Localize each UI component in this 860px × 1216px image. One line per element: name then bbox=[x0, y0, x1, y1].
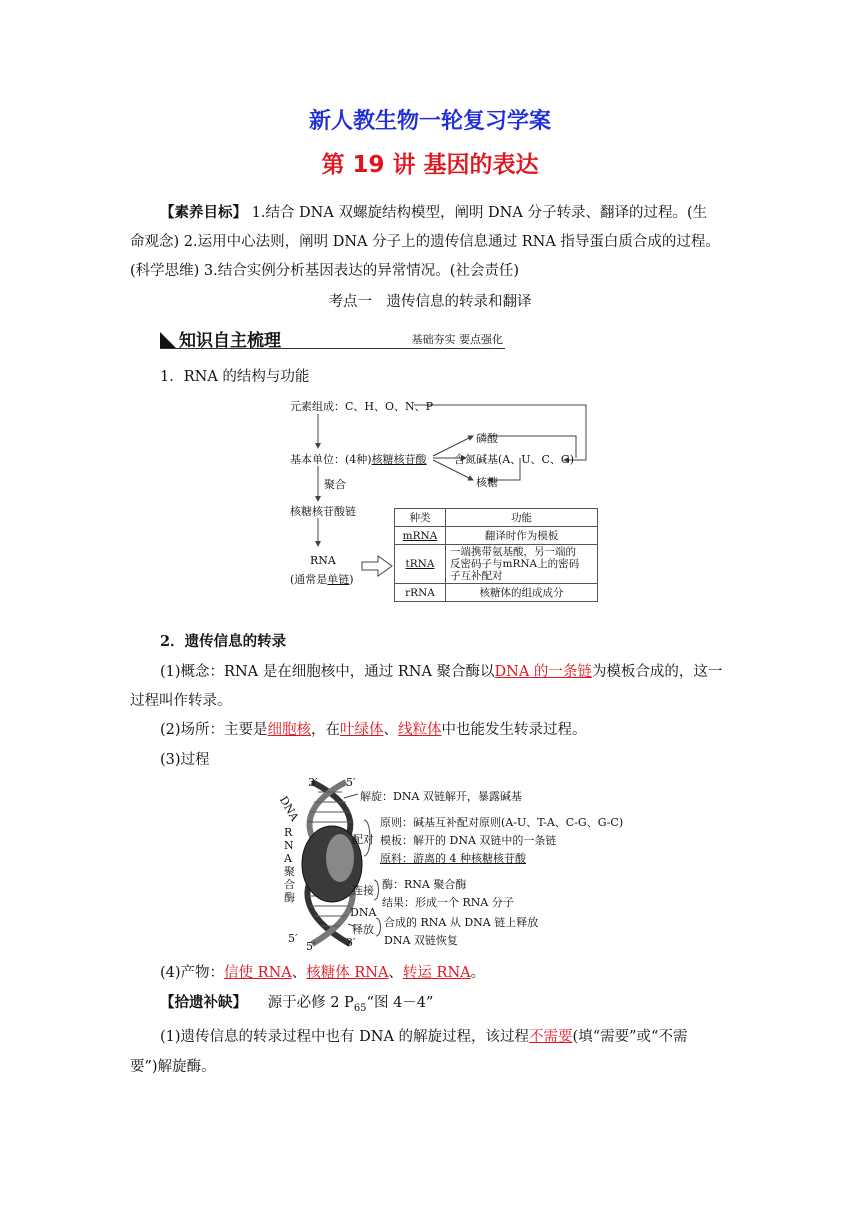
item2-heading: 2．遗传信息的转录 bbox=[160, 633, 287, 650]
rna-label: RNA bbox=[310, 554, 336, 567]
rna-polymerize: 聚合 bbox=[324, 478, 346, 491]
supplement-q1-line2: 要”)解旋酶。 bbox=[130, 1059, 216, 1075]
label-5prime-bot2: 5′ bbox=[306, 940, 316, 953]
label-3prime-bot: 3′ bbox=[346, 936, 356, 949]
table-cell: 翻译时作为模板 bbox=[446, 527, 598, 545]
transcription-diagram bbox=[276, 776, 640, 953]
label-5prime-top: 5′ bbox=[346, 776, 356, 789]
goals-line-2: 命观念) 2.运用中心法则，阐明 DNA 分子上的遗传信息通过 RNA 指导蛋白质合成的过程。 bbox=[130, 234, 720, 250]
rna-elements: 元素组成：C、H、O、N、P bbox=[290, 400, 434, 413]
item2-concept-line2: 过程叫作转录。 bbox=[130, 693, 232, 709]
rna-bases: 含氮碱基(A、U、C、G) bbox=[454, 453, 575, 466]
item2-process: (3)过程 bbox=[160, 752, 210, 768]
table-header: 种类 bbox=[395, 509, 446, 527]
label-dna-mid: DNA bbox=[350, 906, 377, 919]
item2-site: (2)场所：主要是细胞核，在叶绿体、线粒体中也能发生转录过程。 bbox=[160, 722, 587, 738]
release-label: 释放 bbox=[352, 923, 374, 936]
unwind-label: 解旋：DNA 双链解开，暴露碱基 bbox=[360, 790, 522, 803]
item2-products: (4)产物：信使 RNA、核糖体 RNA、转运 RNA。 bbox=[160, 965, 486, 981]
table-header: 功能 bbox=[446, 509, 598, 527]
section-title: 考点一 遗传信息的转录和翻译 bbox=[328, 294, 532, 310]
goals-line-3: (科学思维) 3.结合实例分析基因表达的异常情况。(社会责任) bbox=[130, 263, 520, 279]
label-5prime-bot: 5′ bbox=[288, 932, 298, 945]
goals-label: 【素养目标】 bbox=[160, 204, 247, 221]
label-3prime-top: 3′ bbox=[308, 776, 318, 789]
supplement-heading: 【拾遗补缺】 源于必修 2 $P_{65}“$图 4－4” bbox=[160, 994, 434, 1014]
rna-ribose: 核糖 bbox=[476, 476, 498, 489]
release-2: DNA 双链恢复 bbox=[384, 934, 458, 947]
banner-corner-icon bbox=[160, 332, 176, 348]
release-1: 合成的 RNA 从 DNA 链上释放 bbox=[384, 916, 539, 929]
item1-heading: 1．RNA 的结构与功能 bbox=[160, 369, 310, 385]
rna-function-table bbox=[394, 508, 598, 602]
pair-template: 模板：解开的 DNA 双链中的一条链 bbox=[380, 834, 557, 847]
table-row bbox=[395, 545, 598, 584]
table-header-row bbox=[395, 509, 598, 527]
link-label: 连接 bbox=[352, 884, 374, 897]
table-cell: mRNA bbox=[395, 527, 446, 545]
label-dna-left: DNA bbox=[276, 794, 302, 824]
rna-phosphate: 磷酸 bbox=[476, 432, 498, 445]
goals-line-1: 【素养目标】 1.结合 DNA 双螺旋结构模型，阐明 DNA 分子转录、翻译的过程。(生 bbox=[160, 204, 708, 221]
supplement-q1: (1)遗传信息的转录过程中也有 DNA 的解旋过程，该过程不需要(填“需要”或“不需 bbox=[160, 1029, 688, 1045]
table-cell: 一端携带氨基酸，另一端的 反密码子与mRNA上的密码 子互补配对 bbox=[446, 545, 598, 584]
table-cell: 核糖体的组成成分 bbox=[446, 584, 598, 602]
table-row bbox=[395, 584, 598, 602]
rna-unit: 基本单位：(4种)核糖核苷酸 bbox=[290, 453, 427, 466]
table-row bbox=[395, 527, 598, 545]
pair-material: 原料：游离的 4 种核糖核苷酸 bbox=[380, 852, 526, 865]
table-cell: rRNA bbox=[395, 584, 446, 602]
banner-sub: 基础夯实 要点强化 bbox=[411, 333, 503, 346]
lecture-title: 第 19 讲 基因的表达 bbox=[321, 152, 539, 178]
banner-main: 知识自主梳理 bbox=[160, 326, 281, 351]
rna-chain: 核糖核苷酸链 bbox=[290, 505, 356, 518]
rna-structure-diagram bbox=[288, 396, 600, 618]
table-cell: tRNA bbox=[395, 545, 446, 584]
rna-note: (通常是单链) bbox=[290, 573, 354, 586]
pair-rule: 原则：碱基互补配对原则(A-U、T-A、C-G、G-C) bbox=[380, 816, 624, 829]
section-banner bbox=[160, 326, 505, 349]
link-enzyme: 酶：RNA 聚合酶 bbox=[382, 878, 467, 891]
link-result: 结果：形成一个 RNA 分子 bbox=[382, 896, 514, 909]
item2-concept: (1)概念：RNA 是在细胞核中，通过 RNA 聚合酶以DNA 的一条链为模板合成的，这一 bbox=[160, 664, 723, 680]
label-rna-polymerase: RNA聚合酶 bbox=[284, 826, 295, 904]
document-title: 新人教生物一轮复习学案 bbox=[308, 109, 551, 134]
pair-label: 配对 bbox=[352, 833, 374, 846]
